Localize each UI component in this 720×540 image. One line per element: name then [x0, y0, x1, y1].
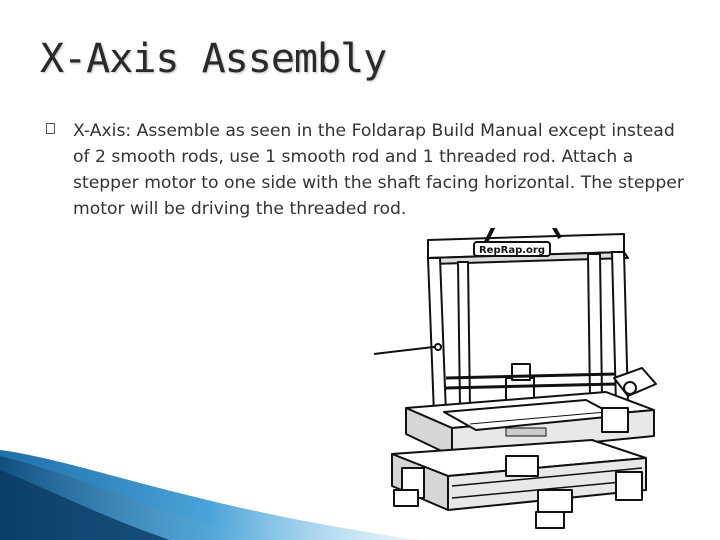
bullet-text: X-Axis: Assemble as seen in the Foldarap Build Manual except instead of 2 smooth rods, use 1 smooth rod and 1 threaded rod. Attach a stepper motor to one side with the shaft facing horizontal. The stepper motor will be driving the threaded rod. — [73, 121, 684, 219]
printer-logo-text: RepRap.org — [478, 245, 546, 256]
bullet-item — [46, 118, 696, 222]
bullet-box-icon — [46, 123, 55, 134]
decorative-swoosh — [0, 450, 420, 540]
slide-title: X-Axis Assembly — [40, 36, 387, 82]
